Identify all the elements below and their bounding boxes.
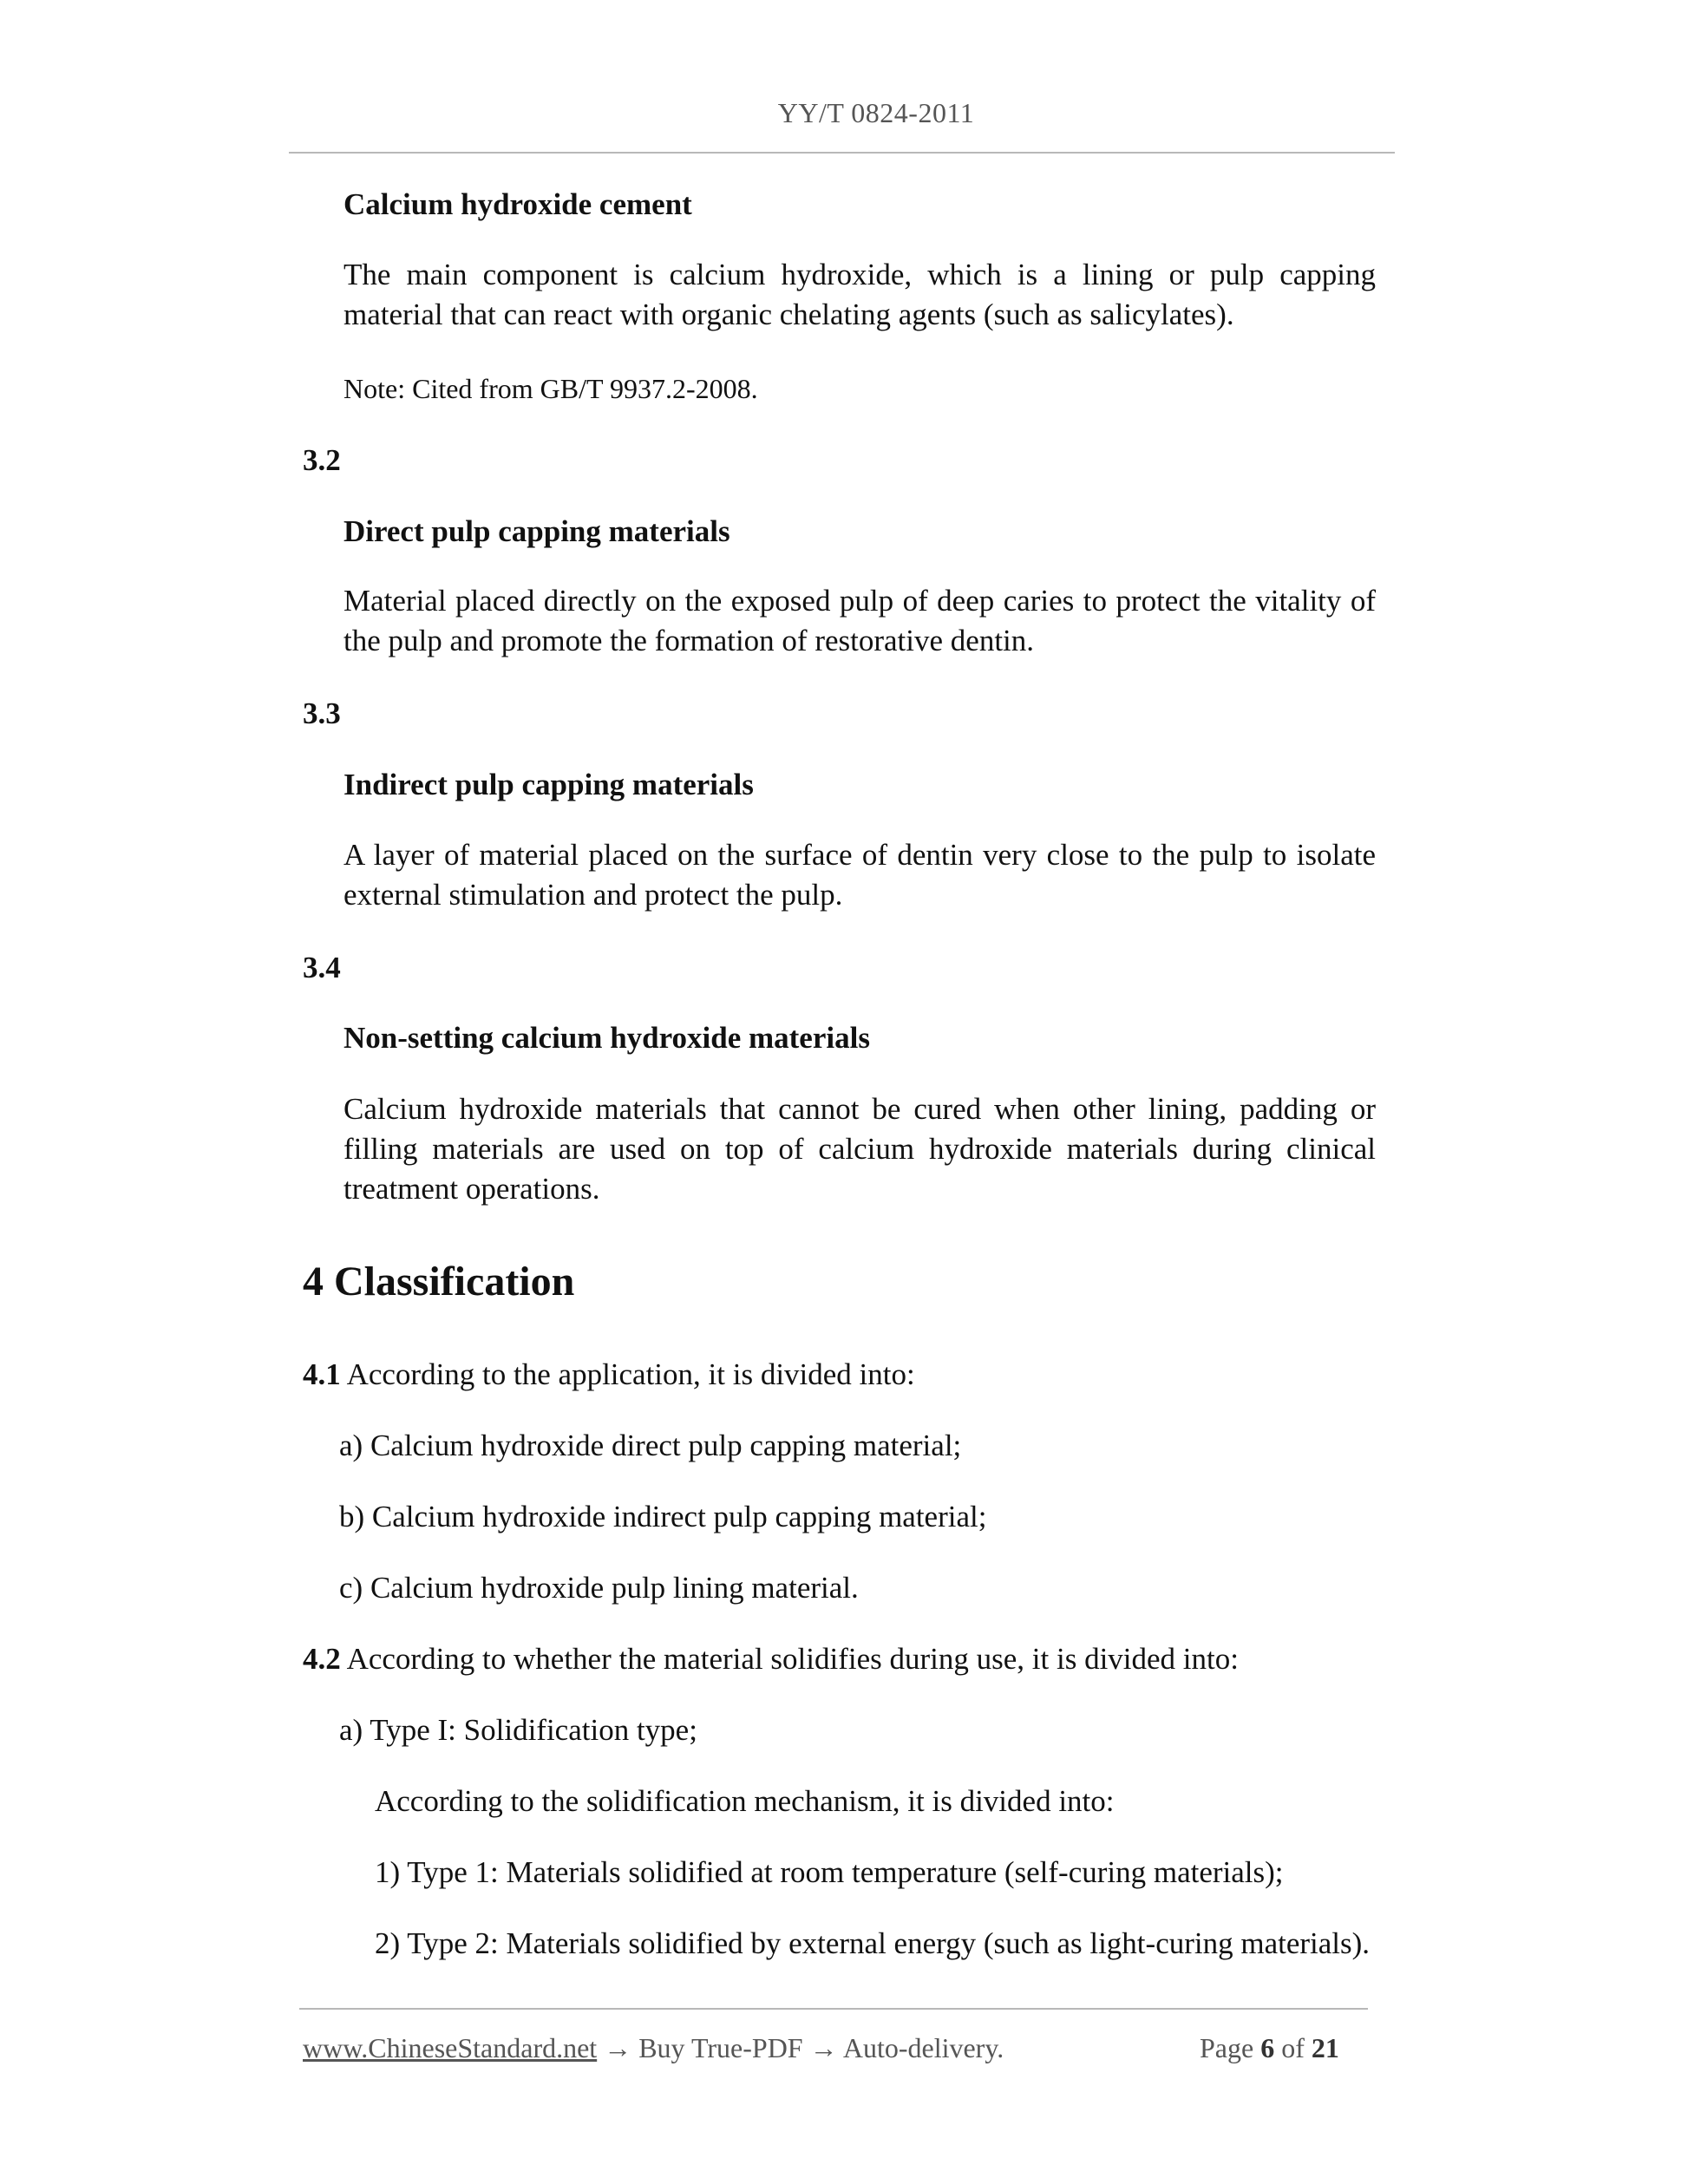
header-standard-code: YY/T 0824-2011 [777, 97, 975, 128]
clause-4-1-text: According to the application, it is divided into: [346, 1357, 915, 1391]
definition-indirect-pulp-capping: A layer of material placed on the surface of dentin very close to the pulp to isolate external stimulation and protect the pulp. [343, 838, 1376, 912]
list-item-4-2-a: a) Type I: Solidification type; [339, 1713, 697, 1747]
list-item-4-1-a: a) Calcium hydroxide direct pulp capping material; [339, 1429, 962, 1462]
term-indirect-pulp-capping: Indirect pulp capping materials [343, 768, 754, 801]
clause-4-2-text: According to whether the material solidifies during use, it is divided into: [346, 1642, 1239, 1676]
header-divider [289, 152, 1395, 154]
clause-4-1 [303, 1355, 915, 1395]
footer-divider [299, 2008, 1368, 2010]
clause-number-4-1: 4.1 [303, 1357, 341, 1391]
page-total: 21 [1311, 2032, 1339, 2063]
section-heading-classification: 4 Classification [303, 1259, 575, 1305]
note-citation: Note: Cited from GB/T 9937.2-2008. [343, 373, 758, 404]
of-label: of [1281, 2032, 1305, 2063]
clause-4-2 [303, 1639, 1239, 1679]
sub-item-type-1: 1) Type 1: Materials solidified at room temperature (self-curing materials); [375, 1855, 1284, 1889]
definition-direct-pulp-capping: Material placed directly on the exposed pulp of deep caries to protect the vitality of the pulp and promote the formation of restorative dentin. [343, 584, 1376, 657]
definition-calcium-hydroxide-cement: The main component is calcium hydroxide, which is a lining or pulp capping material that can react with organic chelating agents (such as salicylates). [343, 258, 1376, 331]
clause-number-3-3: 3.3 [303, 696, 341, 730]
footer-promo [303, 2030, 1004, 2065]
term-non-setting: Non-setting calcium hydroxide materials [343, 1021, 870, 1055]
clause-number-3-4: 3.4 [303, 951, 341, 984]
page-label: Page [1200, 2032, 1254, 2063]
clause-number-3-2: 3.2 [303, 443, 341, 477]
footer-delivery-text: Auto-delivery. [842, 2032, 1004, 2063]
term-direct-pulp-capping: Direct pulp capping materials [343, 514, 730, 548]
sub-item-type-2: 2) Type 2: Materials solidified by external energy (such as light-curing materials). [375, 1926, 1371, 1960]
page-counter [1200, 2030, 1339, 2065]
footer-website-link[interactable]: www.ChineseStandard.net [303, 2032, 598, 2063]
page-number: 6 [1260, 2032, 1275, 2063]
clause-number-4-2: 4.2 [303, 1642, 341, 1676]
definition-non-setting: Calcium hydroxide materials that cannot be cured when other lining, padding or filling materials are used on top of calcium hydroxide materials during clinical treatment operations. [343, 1092, 1376, 1206]
sub-intro-mechanism: According to the solidification mechanism, it is divided into: [375, 1784, 1115, 1818]
list-item-4-1-b: b) Calcium hydroxide indirect pulp capping material; [339, 1500, 987, 1533]
list-item-4-1-c: c) Calcium hydroxide pulp lining material. [339, 1571, 859, 1605]
arrow-right-icon: → [604, 2032, 632, 2063]
term-calcium-hydroxide-cement: Calcium hydroxide cement [343, 187, 692, 221]
footer-buy-text: Buy True-PDF [638, 2032, 803, 2063]
arrow-right-icon: → [809, 2032, 838, 2063]
